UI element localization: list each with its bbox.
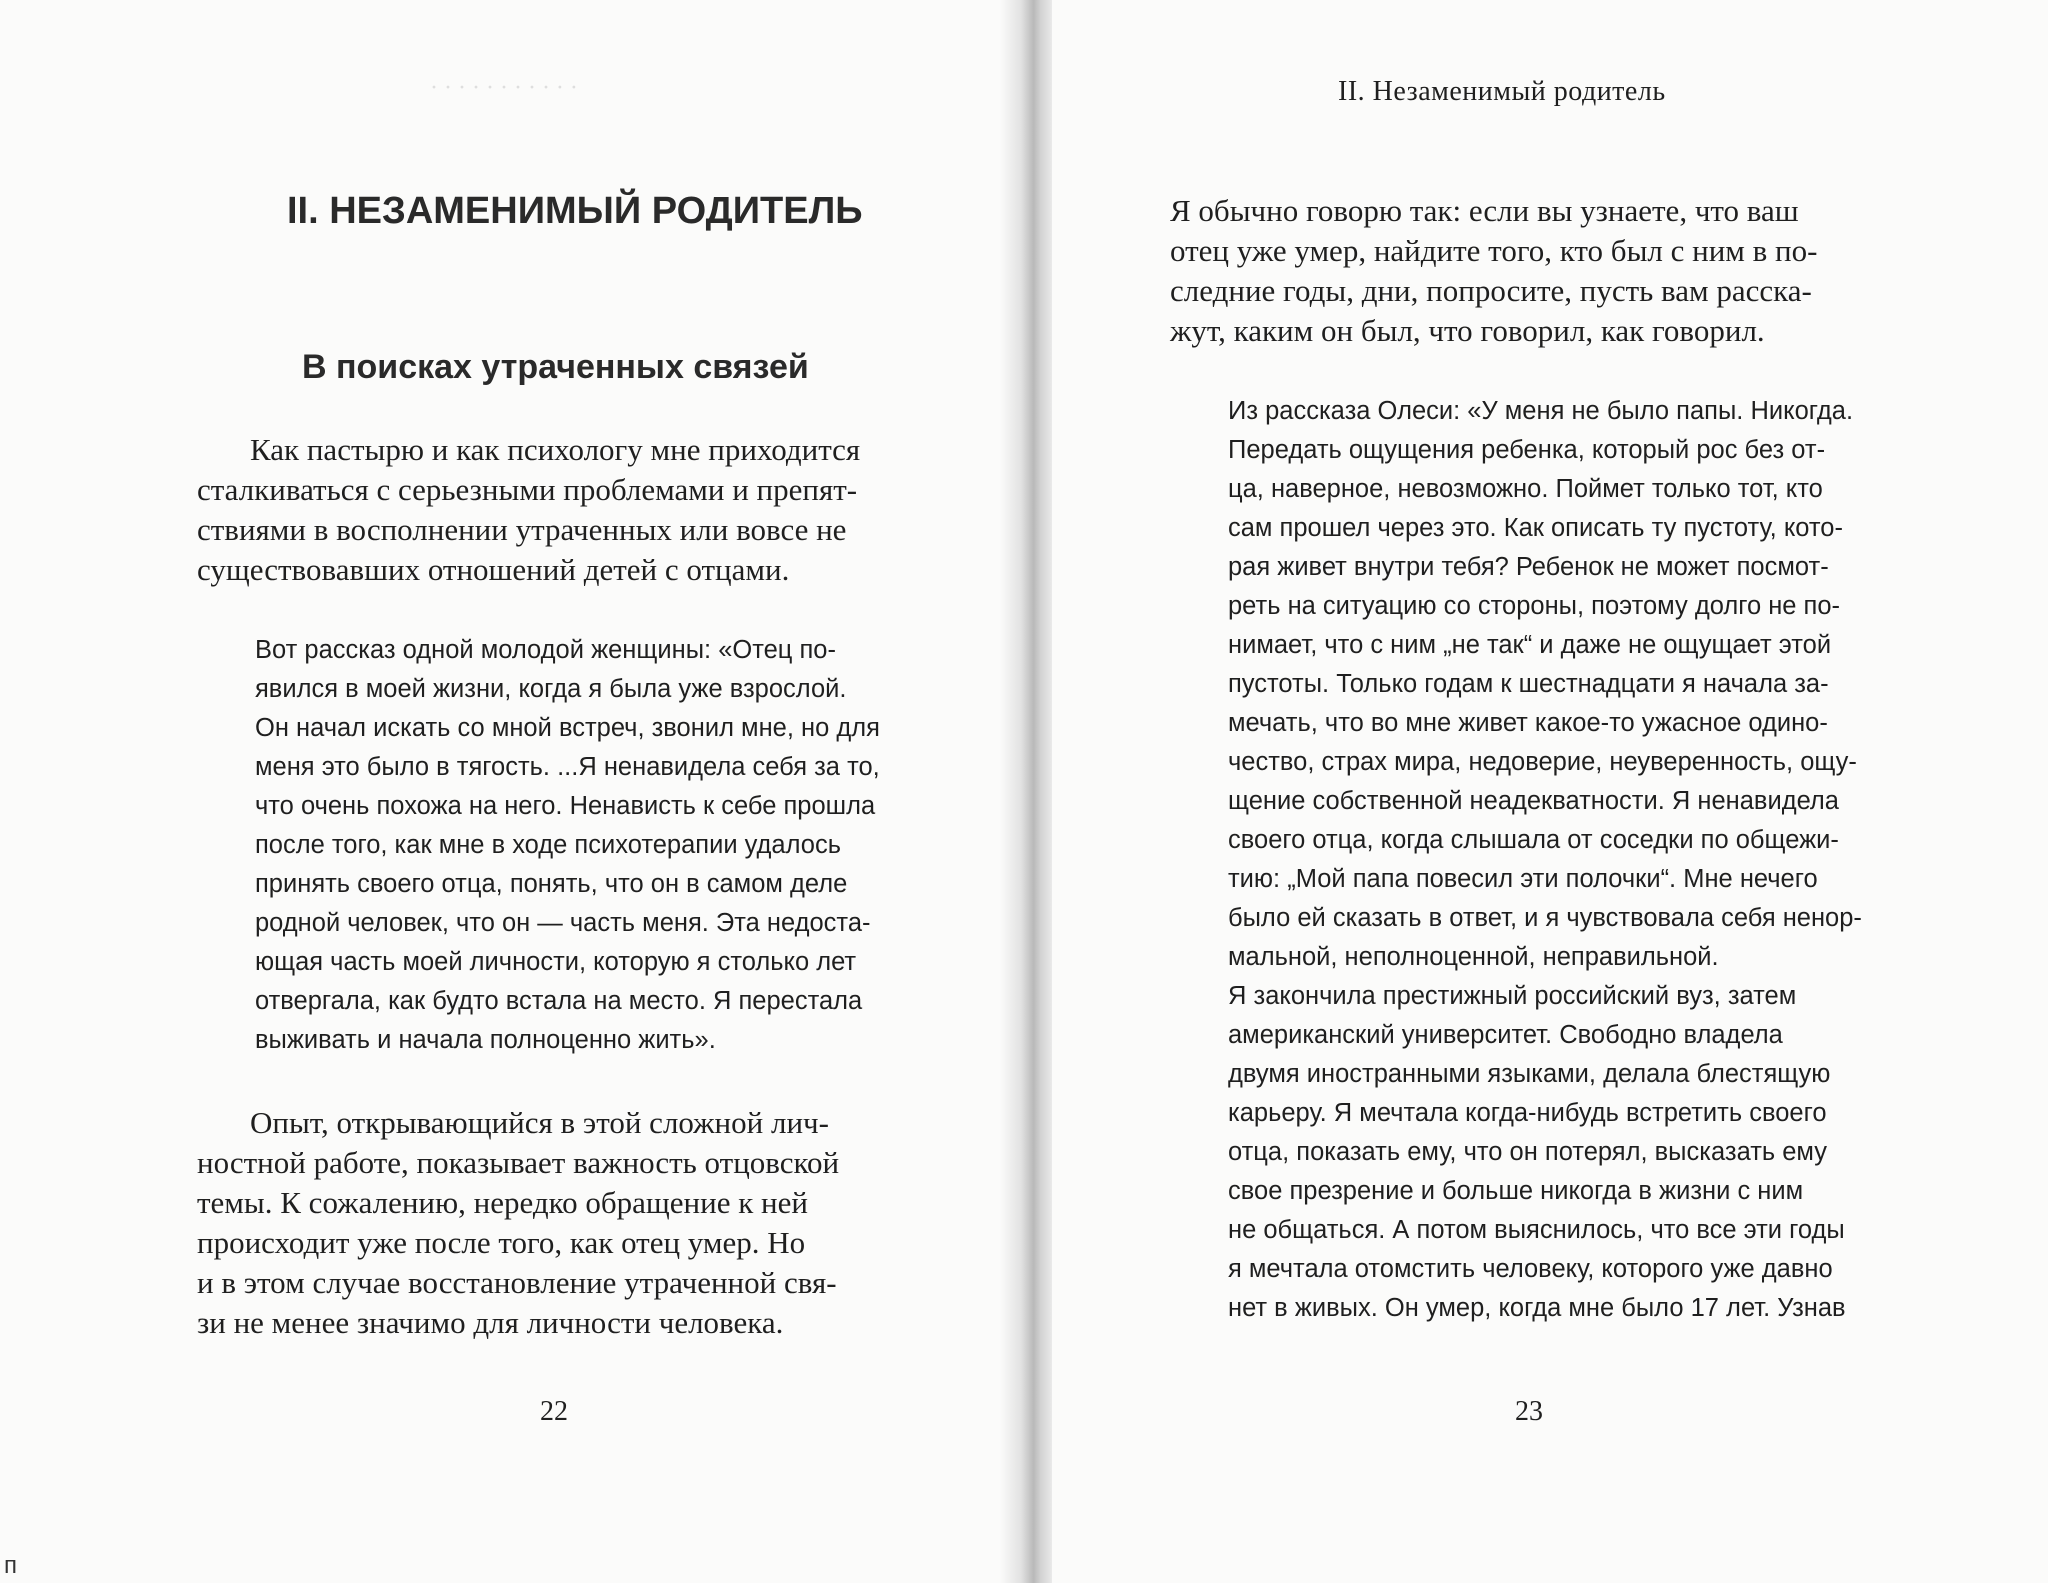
- corner-mark: п: [4, 1552, 17, 1579]
- quote-line: я мечтала отомстить человеку, которого уже давно: [1228, 1255, 1833, 1283]
- text-line: темы. К сожалению, нередко обращение к ней: [197, 1185, 808, 1220]
- quote-line: ющая часть моей личности, которую я столько лет: [255, 948, 857, 976]
- quote-line: нет в живых. Он умер, когда мне было 17 лет. Узнав: [1228, 1294, 1846, 1322]
- text-line: сталкиваться с серьезными проблемами и препят-: [197, 472, 858, 507]
- quote-line: мальной, неполноценной, неправильной.: [1228, 943, 1719, 971]
- quote-line: родной человек, что он — часть меня. Эта недоста-: [255, 909, 871, 937]
- quote-line: тию: „Мой папа повесил эти полочки“. Мне нечего: [1228, 865, 1818, 893]
- quote-line: сам прошел через это. Как описать ту пустоту, кото-: [1228, 514, 1843, 542]
- quote-line: карьеру. Я мечтала когда-нибудь встретить своего: [1228, 1099, 1827, 1127]
- quote-line: чество, страх мира, недоверие, неуверенность, ощу-: [1228, 748, 1857, 776]
- quote-line: после того, как мне в ходе психотерапии удалось: [255, 831, 841, 859]
- quote-line: отца, показать ему, что он потерял, высказать ему: [1228, 1138, 1827, 1166]
- quote-line: своего отца, когда слышала от соседки по общежи-: [1228, 826, 1839, 854]
- quote-line: Я закончила престижный российский вуз, затем: [1228, 982, 1797, 1010]
- quote-line: ца, наверное, невозможно. Поймет только тот, кто: [1228, 475, 1823, 503]
- quote-line: рая живет внутри тебя? Ребенок не может посмот-: [1228, 553, 1829, 581]
- text-line: и в этом случае восстановление утраченной свя-: [197, 1265, 837, 1300]
- quote-line: свое презрение и больше никогда в жизни с ним: [1228, 1177, 1804, 1205]
- running-header: II. Незаменимый родитель: [1338, 76, 1666, 107]
- bleed-through-text: · · · · · · · · · · ·: [430, 75, 578, 101]
- quote-line: было ей сказать в ответ, и я чувствовала себя ненор-: [1228, 904, 1862, 932]
- quote-line: нимает, что с ним „не так“ и даже не ощущает этой: [1228, 631, 1832, 659]
- quote-line: меня это было в тягость. ...Я ненавидела себя за то,: [255, 753, 880, 781]
- quote-line: выживать и начала полноценно жить».: [255, 1026, 716, 1054]
- quote-line: Он начал искать со мной встреч, звонил мне, но для: [255, 714, 880, 742]
- text-line: Я обычно говорю так: если вы узнаете, что ваш: [1170, 193, 1799, 228]
- quote-line: Передать ощущения ребенка, который рос без от-: [1228, 436, 1826, 464]
- quote-line: американский университет. Свободно владела: [1228, 1021, 1783, 1049]
- quote-line: не общаться. А потом выяснилось, что все эти годы: [1228, 1216, 1845, 1244]
- text-line: ностной работе, показывает важность отцовской: [197, 1145, 840, 1180]
- text-line: отец уже умер, найдите того, кто был с ним в по-: [1170, 233, 1818, 268]
- text-line: Как пастырю и как психологу мне приходится: [250, 432, 861, 467]
- section-title: В поисках утраченных связей: [302, 348, 809, 386]
- quote-line: двумя иностранными языками, делала блестящую: [1228, 1060, 1831, 1088]
- quote-line: отвергала, как будто встала на место. Я перестала: [255, 987, 863, 1015]
- page-number: 22: [540, 1396, 568, 1427]
- chapter-title: II. НЕЗАМЕНИМЫЙ РОДИТЕЛЬ: [287, 190, 863, 232]
- quote-line: Вот рассказ одной молодой женщины: «Отец по-: [255, 636, 836, 664]
- quote-line: что очень похожа на него. Ненависть к себе прошла: [255, 792, 876, 820]
- text-line: следние годы, дни, попросите, пусть вам расска-: [1170, 273, 1812, 308]
- text-line: происходит уже после того, как отец умер. Но: [197, 1225, 806, 1260]
- quote-line: щение собственной неадекватности. Я ненавидела: [1228, 787, 1839, 815]
- right-page: [1052, 0, 2048, 1583]
- text-line: Опыт, открывающийся в этой сложной лич-: [250, 1105, 829, 1140]
- quote-line: явился в моей жизни, когда я была уже взрослой.: [255, 675, 847, 703]
- quote-line: реть на ситуацию со стороны, поэтому долго не по-: [1228, 592, 1841, 620]
- text-line: существовавших отношений детей с отцами.: [197, 552, 790, 587]
- text-line: зи не менее значимо для личности человека.: [197, 1305, 784, 1340]
- page-number: 23: [1515, 1396, 1543, 1427]
- quote-line: принять своего отца, понять, что он в самом деле: [255, 870, 848, 898]
- quote-line: пустоты. Только годам к шестнадцати я начала за-: [1228, 670, 1829, 698]
- quote-line: мечать, что во мне живет какое-то ужасное одино-: [1228, 709, 1828, 737]
- text-line: ствиями в восполнении утраченных или вовсе не: [197, 512, 847, 547]
- quote-line: Из рассказа Олеси: «У меня не было папы. Никогда.: [1228, 397, 1854, 425]
- text-line: жут, каким он был, что говорил, как говорил.: [1170, 313, 1765, 348]
